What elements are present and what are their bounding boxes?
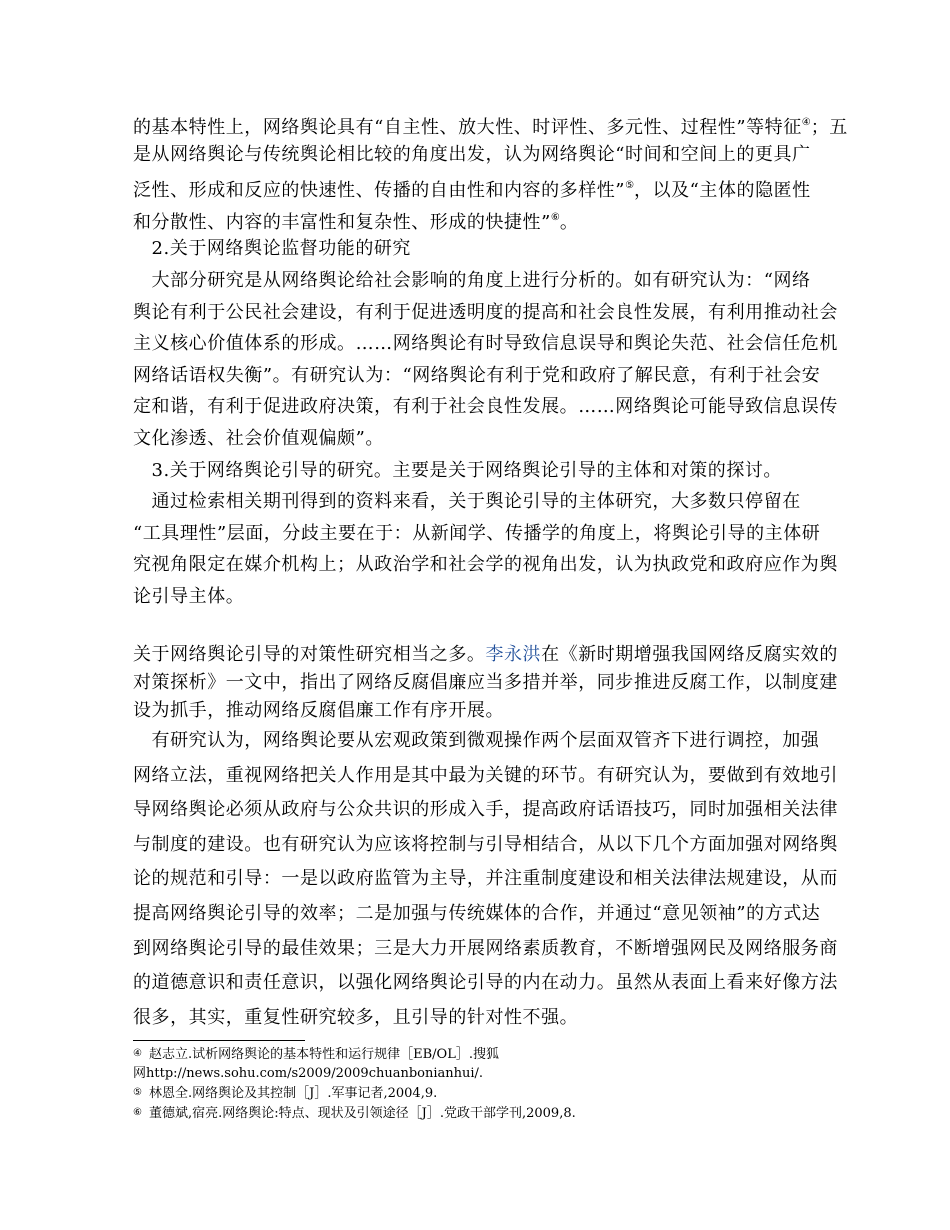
- footnote-ref-4[interactable]: ④: [801, 117, 811, 128]
- text-line: 提高网络舆论引导的效率；二是加强与传统媒体的合作，并通过“意见领袖”的方式达: [133, 902, 821, 924]
- author-link[interactable]: 李永洪: [485, 644, 542, 665]
- text-line: 与制度的建设。也有研究认为应该将控制与引导相结合，从以下几个方面加强对网络舆: [133, 833, 838, 855]
- text-line: 和分散性、内容的丰富性和复杂性、形成的快捷性”⑥。: [133, 211, 579, 233]
- footnotes: [133, 1044, 833, 1122]
- text-line: 的道德意识和责任意识，以强化网络舆论引导的内在动力。虽然从表面上看来好像方法: [133, 972, 838, 994]
- footnote-4-url[interactable]: 网http://news.sohu.com/s2009/2009chuanbonianhui/.: [133, 1065, 484, 1081]
- footnote-5: ⑤ 林恩全.网络舆论及其控制［J］.军事记者,2004,9.: [133, 1086, 438, 1101]
- body-text-block-3: [133, 724, 838, 1035]
- text-line: 网络立法，重视网络把关人作用是其中最为关键的环节。有研究认为，要做到有效地引: [133, 764, 838, 786]
- text-line: 的基本特性上，网络舆论具有“自主性、放大性、时评性、多元性、过程性”等特征④；五: [133, 117, 848, 138]
- text-line: 很多，其实，重复性研究较多，且引导的针对性不强。: [133, 1006, 579, 1028]
- footnote-6: ⑥ 董德斌,宿亮.网络舆论:特点、现状及引领途径［J］.党政干部学刊,2009,8.: [133, 1105, 576, 1121]
- text-line: 定和谐，有利于促进政府决策，有利于社会良性发展。……网络舆论可能导致信息误传: [133, 396, 838, 418]
- body-text-block-1: [133, 107, 848, 613]
- footnote-ref-5[interactable]: ⑤: [625, 180, 635, 192]
- footnote-4: ④ 赵志立.试析网络舆论的基本特性和运行规律［EB/OL］.搜狐: [133, 1047, 499, 1062]
- section-heading-2: 2.关于网络舆论监督功能的研究: [133, 238, 411, 260]
- footnote-ref-6[interactable]: ⑥: [550, 211, 560, 223]
- text-line: 论引导主体。: [133, 585, 245, 607]
- text-line: 究视角限定在媒介机构上；从政治学和社会学的视角出发，认为执政党和政府应作为舆: [133, 554, 838, 576]
- text-line: 主义核心价值体系的形成。……网络舆论有时导致信息误导和舆论失范、社会信任危机: [133, 333, 838, 355]
- text-line: 是从网络舆论与传统舆论相比较的角度出发，认为网络舆论“时间和空间上的更具广: [133, 143, 811, 165]
- text-line: 网络话语权失衡”。有研究认为：“网络舆论有利于党和政府了解民意，有利于社会安: [133, 364, 821, 386]
- text-line: 舆论有利于公民社会建设，有利于促进透明度的提高和社会良性发展，有利用推动社会: [133, 301, 838, 323]
- text-line: 泛性、形成和反应的快速性、传播的自由性和内容的多样性”⑤，以及“主体的隐匿性: [133, 180, 811, 202]
- text-line: 有研究认为，网络舆论要从宏观政策到微观操作两个层面双管齐下进行调控，加强: [133, 730, 820, 751]
- section-heading-3: 3.关于网络舆论引导的研究。主要是关于网络舆论引导的主体和对策的探讨。: [133, 459, 782, 481]
- text-line: 论的规范和引导：一是以政府监管为主导，并注重制度建设和相关法律法规建设，从而: [133, 868, 838, 890]
- text-line: “工具理性”层面，分歧主要在于：从新闻学、传播学的角度上，将舆论引导的主体研: [133, 522, 821, 544]
- text-line: 文化渗透、社会价值观偏颇”。: [133, 427, 384, 449]
- footnote-divider: [133, 1040, 305, 1041]
- body-text-block-2: [133, 641, 838, 725]
- text-line: 对策探析》一文中，指出了网络反腐倡廉应当多措并举，同步推进反腐工作，以制度建: [133, 672, 838, 693]
- text-line: 通过检索相关期刊得到的资料来看，关于舆论引导的主体研究，大多数只停留在: [133, 491, 801, 513]
- text-line: 大部分研究是从网络舆论给社会影响的角度上进行分析的。如有研究认为：“网络: [133, 269, 811, 291]
- text-line: 设为抓手，推动网络反腐倡廉工作有序开展。: [133, 700, 504, 721]
- text-line: 导网络舆论必须从政府与公众共识的形成入手，提高政府话语技巧，同时加强相关法律: [133, 799, 838, 821]
- text-line: 到网络舆论引导的最佳效果；三是大力开展网络素质教育，不断增强网民及网络服务商: [133, 937, 838, 959]
- text-line: 关于网络舆论引导的对策性研究相当之多。李永洪在《新时期增强我国网络反腐实效的: [133, 644, 838, 665]
